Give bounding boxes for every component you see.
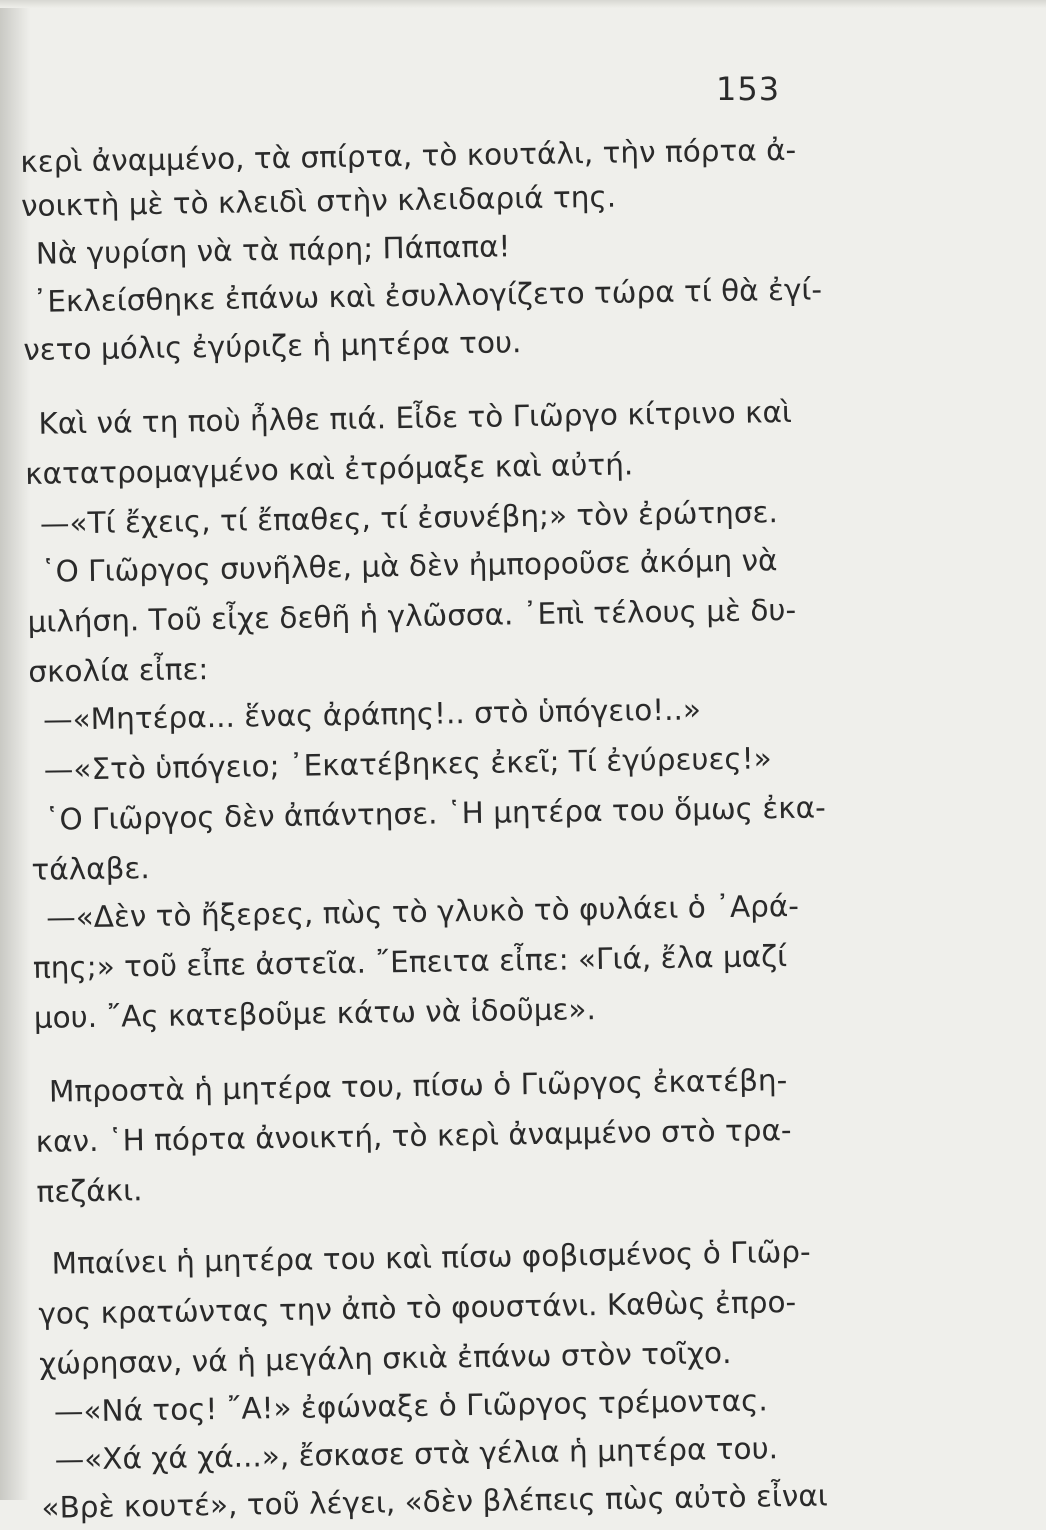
text-line: —«Μητέρα... ἕνας ἀράπης!.. στὸ ὑπόγειο!..» [42, 692, 702, 737]
text-line: Μπαίνει ἡ μητέρα του καὶ πίσω φοβισμένος ὁ Γιῶρ- [51, 1234, 811, 1281]
text-line: —«Στὸ ὑπόγειο; ᾿Εκατέβηκες ἐκεῖ; Τί ἐγύρευες!» [43, 741, 772, 787]
text-line: χώρησαν, νά ἡ μεγάλη σκιὰ ἐπάνω στὸν τοῖχο. [38, 1335, 732, 1381]
text-line: —«Χά χά χά...», ἔσκασε στὰ γέλια ἡ μητέρα του. [54, 1431, 779, 1477]
page-top-edge [0, 0, 1046, 8]
text-line: κερὶ ἀναμμένο, τὰ σπίρτα, τὸ κουτάλι, τὴν πόρτα ἀ- [20, 132, 797, 179]
text-line: μου. ῎Ας κατεβοῦμε κάτω νὰ ἰδοῦμε». [33, 992, 597, 1035]
text-line: καν. ῾Η πόρτα ἀνοικτή, τὸ κερὶ ἀναμμένο στὸ τρα- [35, 1113, 792, 1159]
text-line: —«Δὲν τὸ ἤξερες, πὼς τὸ γλυκὸ τὸ φυλάει ὁ ᾿Αρά- [45, 888, 800, 935]
text-line: κατατρομαγμένο καὶ ἐτρόμαξε καὶ αὐτή. [24, 447, 634, 491]
text-line: ῾Ο Γιῶργος συνῆλθε, μὰ δὲν ἠμποροῦσε ἀκόμη νὰ [40, 543, 778, 589]
text-line: Νὰ γυρίση νὰ τὰ πάρη; Πάπαπα! [35, 229, 511, 271]
text-line: νοικτὴ μὲ τὸ κλειδὶ στὴν κλειδαριά της. [20, 179, 617, 223]
text-line: Καὶ νά τη ποὺ ἦλθε πιά. Εἶδε τὸ Γιῶργο κίτρινο καὶ [38, 394, 793, 441]
text-line: σκολία εἶπε: [28, 652, 209, 689]
text-line: πεζάκι. [36, 1173, 143, 1209]
text-line: —«Τί ἔχεις, τί ἔπαθες, τί ἐσυνέβη;» τὸν ἐρώτησε. [39, 495, 779, 541]
text-line: νετο μόλις ἐγύριζε ἡ μητέρα του. [23, 325, 522, 367]
text-line: —«Νά τος! ῎Α!» ἐφώναξε ὁ Γιῶργος τρέμοντας. [53, 1383, 769, 1429]
text-line: πης;» τοῦ εἶπε ἀστεῖα. ῎Επειτα εἶπε: «Γιά, ἔλα μαζί [32, 939, 788, 985]
text-line: μιλήση. Τοῦ εἶχε δεθῆ ἡ γλῶσσα. ᾿Επὶ τέλους μὲ δυ- [27, 592, 797, 639]
body-text [20, 127, 850, 1525]
text-line: Μπροστὰ ἡ μητέρα του, πίσω ὁ Γιῶργος ἐκατέβη- [48, 1063, 788, 1109]
text-line: γος κρατώντας την ἀπὸ τὸ φουστάνι. Καθὼς ἐπρο- [38, 1284, 797, 1331]
text-line: τάλαβε. [31, 851, 150, 887]
page-number: 153 [716, 70, 781, 108]
text-line: ᾿Εκλείσθηκε ἐπάνω καὶ ἐσυλλογίζετο τώρα τί θὰ ἐγί- [32, 272, 823, 319]
text-line: ῾Ο Γιῶργος δὲν ἀπάντησε. ῾Η μητέρα του ὅμως ἐκα- [44, 790, 827, 837]
text-line: «Βρὲ κουτέ», τοῦ λέγει, «δὲν βλέπεις πὼς αὐτὸ εἶναι [41, 1478, 829, 1525]
